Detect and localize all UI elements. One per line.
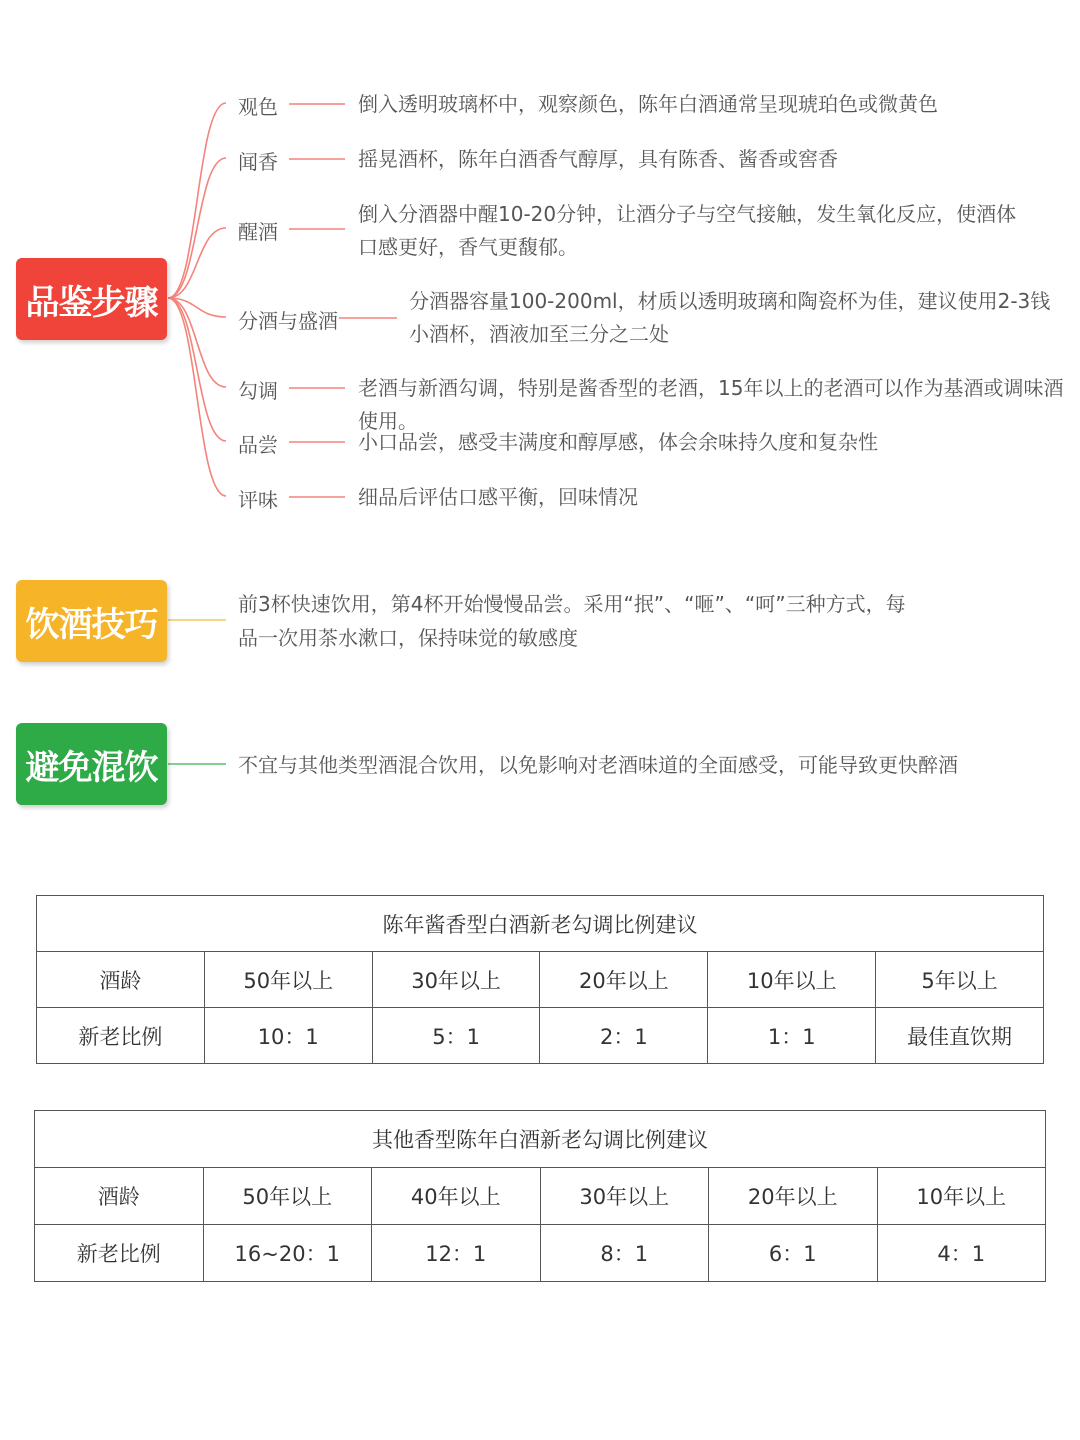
age-cell: 5年以上 <box>876 952 1044 1008</box>
table-row <box>35 1168 1046 1225</box>
age-cell: 20年以上 <box>540 952 708 1008</box>
ratio-cell: 8：1 <box>540 1225 709 1282</box>
table-title: 陈年酱香型白酒新老勾调比例建议 <box>37 896 1044 952</box>
age-cell: 50年以上 <box>204 952 372 1008</box>
ratio-header-cell: 新老比例 <box>35 1225 204 1282</box>
drinking-tips-text: 前3杯快速饮用，第4杯开始慢慢品尝。采用“抿”、“咂”、“呵”三种方式，每品一次用茶水漱口，保持味觉的敏感度 <box>238 592 906 650</box>
step-label-pinchang: 品尝 <box>238 433 278 457</box>
age-header-cell: 酒龄 <box>35 1168 204 1225</box>
step-desc-guanse: 倒入透明玻璃杯中，观察颜色，陈年白酒通常呈现琥珀色或微黄色 <box>358 92 938 116</box>
table-row <box>37 1008 1044 1064</box>
branch-curve-wenxiang <box>168 158 226 298</box>
ratio-cell: 1：1 <box>708 1008 876 1064</box>
step-label-wenxiang: 闻香 <box>238 150 278 174</box>
age-cell: 30年以上 <box>540 1168 709 1225</box>
drinking-tips-badge: 饮酒技巧 <box>16 580 167 662</box>
step-desc-pinchang: 小口品尝，感受丰满度和醇厚感，体会余味持久度和复杂性 <box>358 430 878 454</box>
branch-curve-pingwei <box>168 298 226 496</box>
ratio-cell: 2：1 <box>540 1008 708 1064</box>
step-label-guanse: 观色 <box>238 95 278 119</box>
step-label-xingjiu: 醒酒 <box>238 220 278 244</box>
step-label-goutiao: 勾调 <box>238 379 278 403</box>
ratio-cell: 4：1 <box>877 1225 1046 1282</box>
age-cell: 20年以上 <box>709 1168 878 1225</box>
table-title: 其他香型陈年白酒新老勾调比例建议 <box>35 1111 1046 1168</box>
age-cell: 30年以上 <box>372 952 540 1008</box>
branch-curve-guanse <box>168 103 226 298</box>
step-desc-xingjiu: 倒入分酒器中醒10-20分钟，让酒分子与空气接触，发生氧化反应，使酒体口感更好，香气更馥郁。 <box>358 202 1017 259</box>
age-cell: 10年以上 <box>708 952 876 1008</box>
age-cell: 10年以上 <box>877 1168 1046 1225</box>
ratio-cell: 5：1 <box>372 1008 540 1064</box>
jiangxiang-ratio-table <box>36 895 1044 1064</box>
step-desc-wenxiang: 摇晃酒杯，陈年白酒香气醇厚，具有陈香、酱香或窖香 <box>358 147 838 171</box>
step-label-fenjiu: 分酒与盛酒 <box>238 309 338 333</box>
ratio-cell: 16~20：1 <box>203 1225 372 1282</box>
other-aroma-ratio-table <box>34 1110 1046 1282</box>
age-cell: 50年以上 <box>203 1168 372 1225</box>
branch-curve-xingjiu <box>168 228 226 298</box>
avoid-mixing-badge: 避免混饮 <box>16 723 167 805</box>
ratio-cell: 10：1 <box>204 1008 372 1064</box>
table-row <box>37 952 1044 1008</box>
step-desc-goutiao: 老酒与新酒勾调，特别是酱香型的老酒，15年以上的老酒可以作为基酒或调味酒使用。 <box>358 376 1064 433</box>
branch-curve-goutiao <box>168 298 226 387</box>
step-label-pingwei: 评味 <box>238 488 278 512</box>
ratio-cell: 12：1 <box>372 1225 541 1282</box>
ratio-cell: 6：1 <box>709 1225 878 1282</box>
age-cell: 40年以上 <box>372 1168 541 1225</box>
tasting-steps-badge: 品鉴步骤 <box>16 258 167 340</box>
branch-curve-pinchang <box>168 298 226 441</box>
ratio-header-cell: 新老比例 <box>37 1008 205 1064</box>
avoid-mixing-text: 不宜与其他类型酒混合饮用，以免影响对老酒味道的全面感受，可能导致更快醉酒 <box>238 753 958 777</box>
ratio-cell: 最佳直饮期 <box>876 1008 1044 1064</box>
age-header-cell: 酒龄 <box>37 952 205 1008</box>
step-desc-fenjiu: 分酒器容量100-200ml，材质以透明玻璃和陶瓷杯为佳，建议使用2-3钱小酒杯，酒液加至三分之二处 <box>409 289 1051 346</box>
step-desc-pingwei: 细品后评估口感平衡，回味情况 <box>358 485 638 509</box>
table-row <box>35 1225 1046 1282</box>
